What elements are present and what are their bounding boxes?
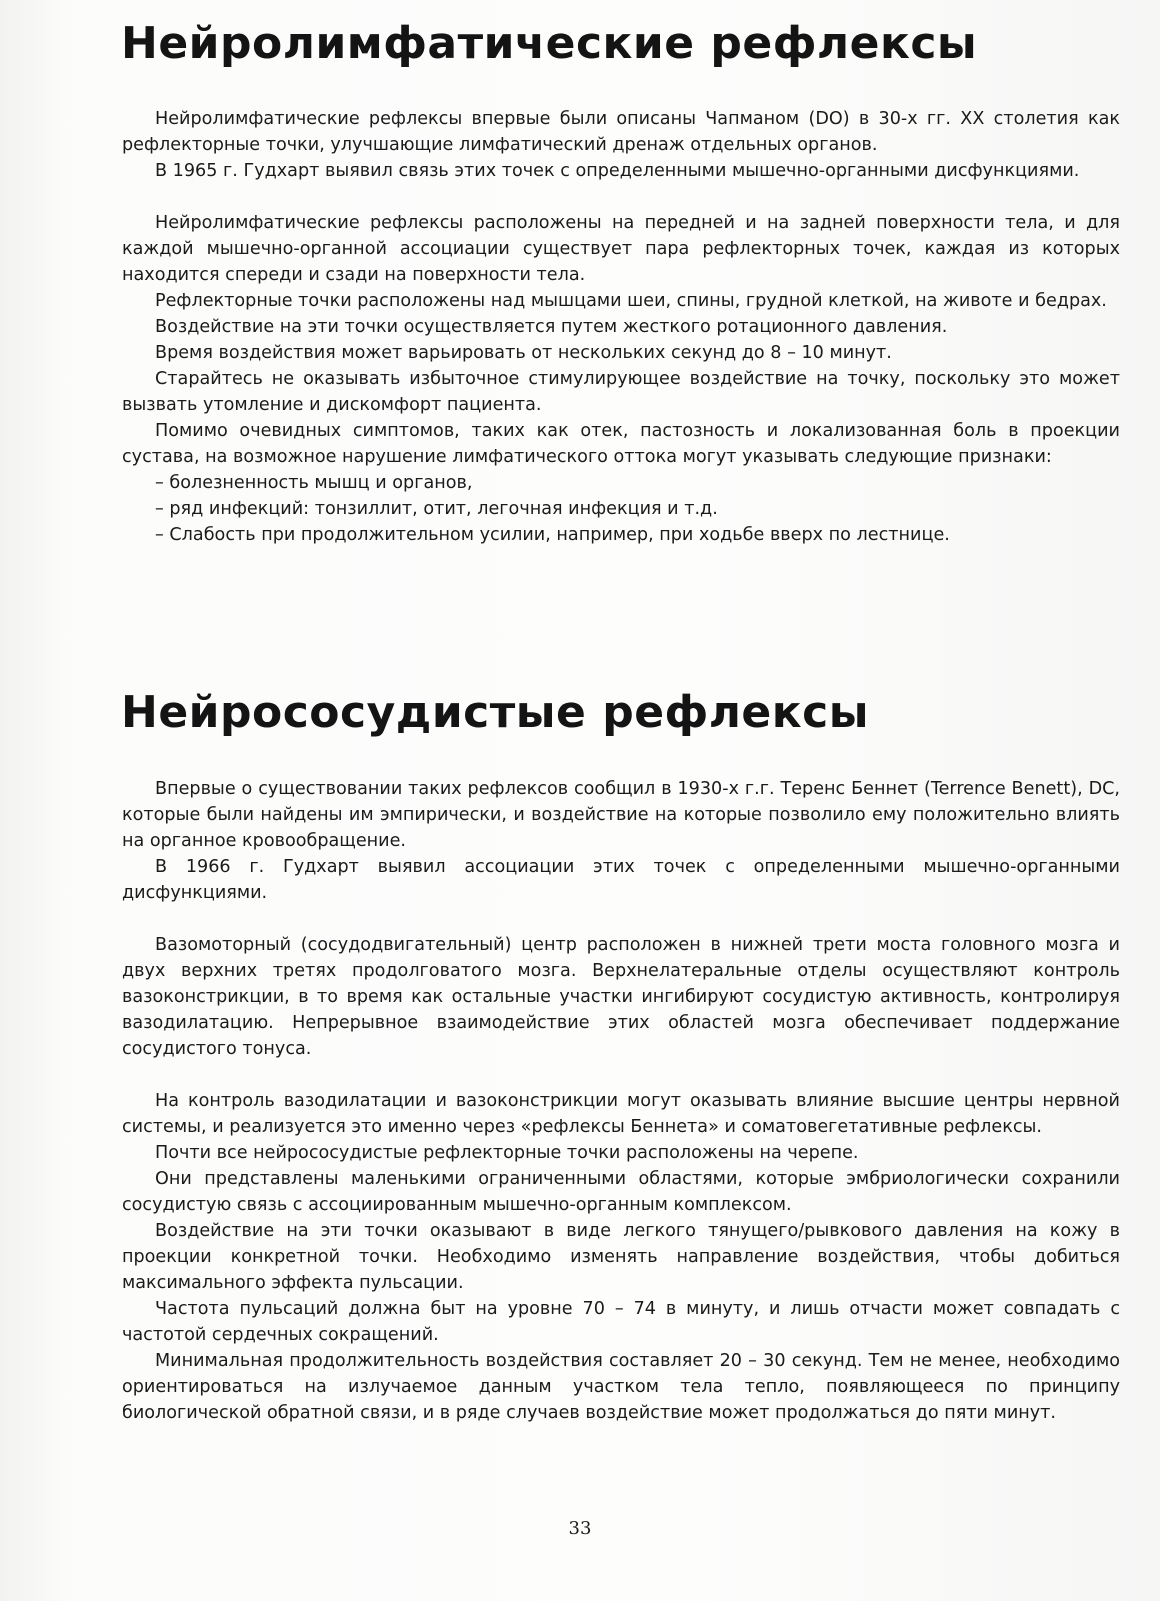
paragraph: Частота пульсаций должна быт на уровне 70 – 74 в минуту, и лишь отчасти может совпадать с частотой сердечных сокращений. <box>122 1299 1120 1345</box>
paragraph: Воздействие на эти точки оказывают в виде легкого тянущего/рывкового давления на кожу в проекции конкретной точки. Необходимо изменять направление воздействия, чтобы добиться максимального эффекта пульсации. <box>122 1221 1120 1293</box>
section-title-neurolymphatic: Нейролимфатические рефлексы <box>121 18 978 69</box>
paragraph: На контроль вазодилатации и вазоконстрикции могут оказывать влияние высшие центры нервной системы, и реализуется это именно через «рефлексы Беннета» и соматовегетативные рефлексы. <box>122 1091 1120 1137</box>
page-number: 33 <box>568 1518 592 1539</box>
list-item: – болезненность мышц и органов, <box>155 473 473 493</box>
paragraph: Помимо очевидных симптомов, таких как отек, пастозность и локализованная боль в проекции сустава, на возможное нарушение лимфатического оттока могут указывать следующие признаки: <box>122 421 1120 467</box>
paragraph: Минимальная продолжительность воздействия составляет 20 – 30 секунд. Тем не менее, необходимо ориентироваться на излучаемое данным участком тела тепло, появляющееся по принципу биологической обратной связи, и в ряде случаев воздействие может продолжаться до пяти минут. <box>122 1351 1120 1423</box>
paragraph: В 1966 г. Гудхарт выявил ассоциации этих точек с определенными мышечно-органными дисфункциями. <box>122 857 1120 903</box>
paragraph: Впервые о существовании таких рефлексов сообщил в 1930-х г.г. Теренс Беннет (Terrence Benett), DC, которые были найдены им эмпирически, и воздействие на которые позволило ему положительно влиять на органное кровообращение. <box>122 779 1120 851</box>
paragraph: Старайтесь не оказывать избыточное стимулирующее воздействие на точку, поскольку это может вызвать утомление и дискомфорт пациента. <box>122 369 1120 415</box>
paragraph: Вазомоторный (сосудодвигательный) центр расположен в нижней трети моста головного мозга и двух верхних третях продолговатого мозга. Верхнелатеральные отделы осуществляют контроль вазоконстрикции, в то время как остальные участки ингибируют сосудистую активность, контролируя вазодилатацию. Непрерывное взаимодействие этих областей мозга обеспечивает поддержание сосудистого тонуса. <box>122 935 1120 1059</box>
paragraph: В 1965 г. Гудхарт выявил связь этих точек с определенными мышечно-органными дисфункциями. <box>155 161 1080 181</box>
paragraph: Время воздействия может варьировать от нескольких секунд до 8 – 10 минут. <box>155 343 892 363</box>
list-item: – ряд инфекций: тонзиллит, отит, легочная инфекция и т.д. <box>155 499 718 519</box>
paragraph: Нейролимфатические рефлексы расположены на передней и на задней поверхности тела, и для каждой мышечно-органной ассоциации существует пара рефлекторных точек, каждая из которых находится спереди и сзади на поверхности тела. <box>122 213 1120 285</box>
section-body-neurolymphatic <box>122 106 1120 548</box>
paragraph: Воздействие на эти точки осуществляется путем жесткого ротационного давления. <box>155 317 948 337</box>
paragraph: Нейролимфатические рефлексы впервые были описаны Чапманом (DO) в 30-х гг. XX столетия как рефлекторные точки, улучшающие лимфатический дренаж отдельных органов. <box>122 109 1120 155</box>
paragraph: Они представлены маленькими ограниченными областями, которые эмбриологически сохранили сосудистую связь с ассоциированным мышечно-органным комплексом. <box>122 1169 1120 1215</box>
section-title-neurovascular: Нейрососудистые рефлексы <box>121 687 869 738</box>
list-item: – Слабость при продолжительном усилии, например, при ходьбе вверх по лестнице. <box>155 525 950 545</box>
section-body-neurovascular <box>122 776 1120 1426</box>
paragraph: Почти все нейрососудистые рефлекторные точки расположены на черепе. <box>155 1143 859 1163</box>
paragraph: Рефлекторные точки расположены над мышцами шеи, спины, грудной клеткой, на животе и бедрах. <box>155 291 1107 311</box>
